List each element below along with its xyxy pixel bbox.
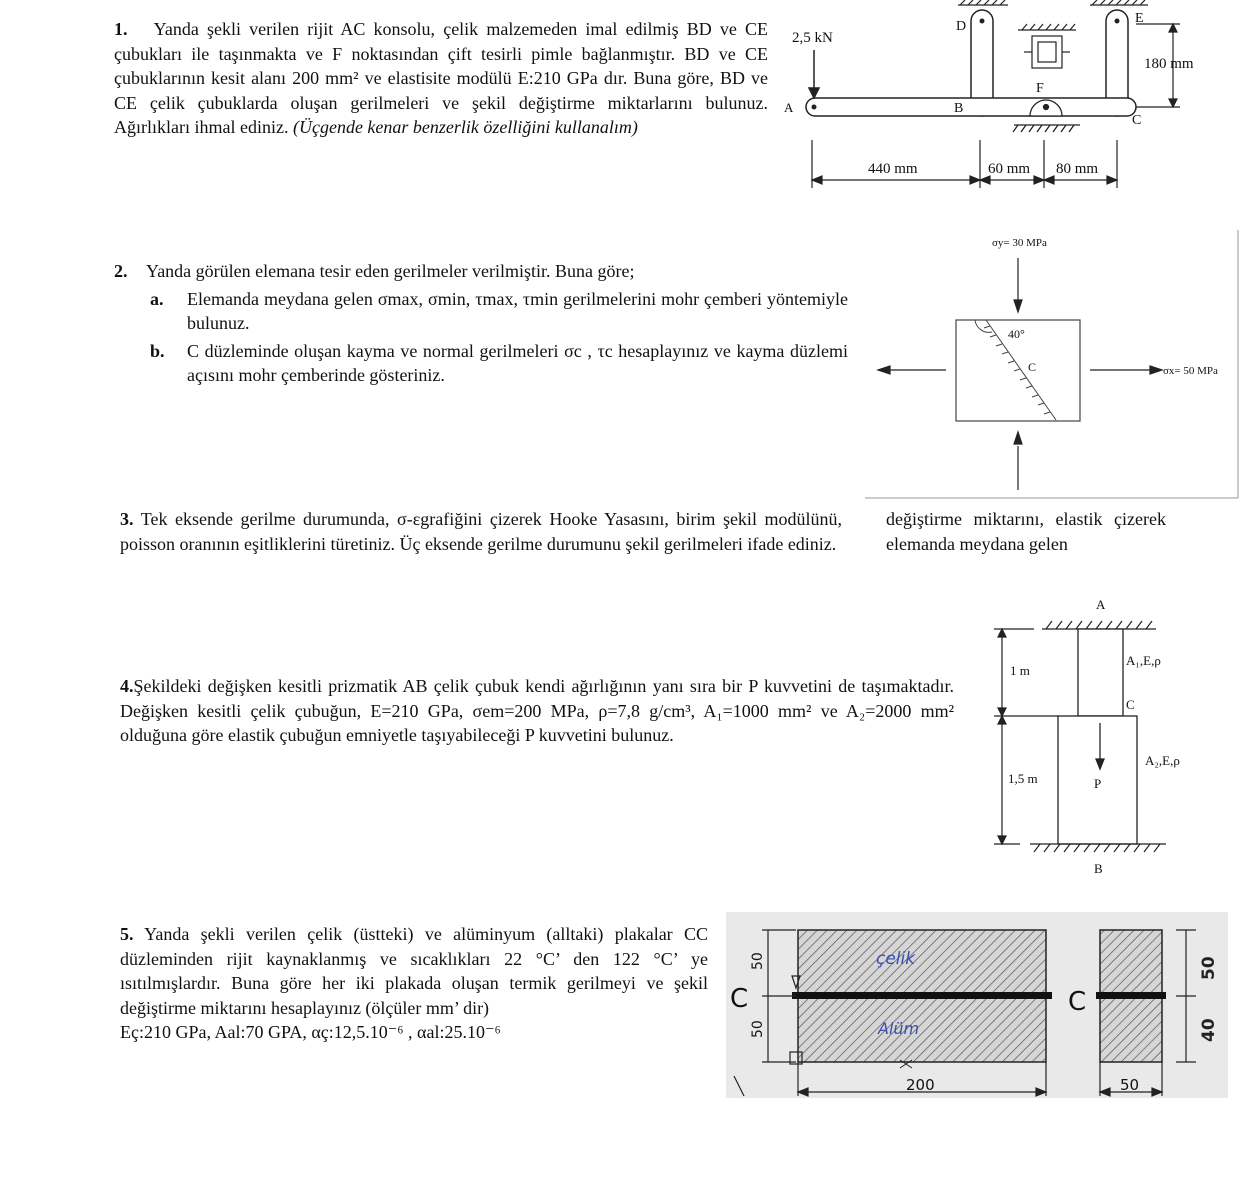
label-a: A bbox=[784, 100, 794, 115]
label-f: F bbox=[1036, 81, 1044, 96]
q1-statement: Yanda şekli verilen rijit AC konsolu, çelik malzemeden imal edilmiş BD ve CE çubukları ile taşınmakta ve F noktasından çift tesirli pimle bağlanmıştır. BD ve CE çubuklarının kesit alanı 200 mm² ve elastisite modülü E:210 GPa dır. Buna göre, BD ve CE çelik çubuklarda oluşan gerilmeleri ve şekil değiştirme miktarlarını bulunuz. Ağırlıkları ihmal ediniz. bbox=[114, 19, 769, 137]
bar-label-b: B bbox=[1094, 861, 1103, 876]
q5-number: 5. bbox=[120, 924, 134, 944]
q5-statement: Yanda şekli verilen çelik (üstteki) ve alüminyum (alltaki) plakalar CC düzleminden rijit kaynaklanmış ve sıcaklıkları 22 °C’ den 122 °C’ ye ısıtılmışlardır. Buna göre her iki plakada oluşan termik gerilmeyi ve şekil değiştirme miktarını hesaplayınız (ölçüler mm’ dir) bbox=[120, 924, 708, 1018]
top-height-label: 50 bbox=[750, 952, 766, 970]
hw-50-top: 50 bbox=[1199, 956, 1219, 980]
label-c: C bbox=[1132, 113, 1142, 128]
double-acting-pin-symbol bbox=[1018, 24, 1076, 68]
p-label: P bbox=[1094, 776, 1102, 791]
section-1-label: A₁,E,ρ bbox=[1126, 653, 1161, 668]
ceiling-support-e bbox=[1090, 0, 1148, 5]
q5-text-block bbox=[120, 922, 708, 1045]
q3-right bbox=[886, 507, 1166, 556]
q2-intro: Yanda görülen elemana tesir eden gerilmeler verilmiştir. Buna göre; bbox=[146, 261, 635, 281]
q2-number: 2. bbox=[114, 261, 128, 281]
q2-b-text: C düzleminde oluşan kayma ve normal gerilmeleri σc , τc hesaplayınız ve kayma düzlemi açısını mohr çemberinde gösteriniz. bbox=[187, 340, 848, 385]
steel-plate-side bbox=[1100, 930, 1162, 994]
length-2-label: 1,5 m bbox=[1008, 771, 1038, 786]
q1-figure bbox=[780, 0, 1240, 200]
q2-b-label: b. bbox=[150, 340, 165, 361]
load-arrow bbox=[809, 50, 819, 98]
bar-label-a: A bbox=[1096, 597, 1106, 612]
q1-number: 1. bbox=[114, 19, 128, 39]
q4-figure bbox=[990, 595, 1220, 880]
plane-c-left-label: C bbox=[730, 984, 749, 1014]
hw-50-bottom: 40 bbox=[1199, 1018, 1219, 1042]
q4-number: 4. bbox=[120, 676, 134, 696]
aluminum-handwriting: Alüm bbox=[878, 1019, 920, 1038]
q2-item-a bbox=[114, 287, 848, 336]
length-1-label: 1 m bbox=[1010, 663, 1030, 678]
q3-text-left: Tek eksende gerilme durumunda, σ-εgrafiğini çizerek Hooke Yasasını, birim şekil modülünü, poisson oranının eşitliklerini türetiniz. Üç eksende gerilme durumunu şekil gerilmeleri ifade ediniz. bbox=[120, 509, 842, 554]
dim-80-label: 80 mm bbox=[1056, 161, 1099, 177]
beam-ac bbox=[806, 98, 1136, 116]
label-b: B bbox=[954, 101, 964, 116]
q2-text-block bbox=[114, 259, 848, 388]
ceiling-support-d bbox=[958, 0, 1008, 5]
q4-text-block bbox=[120, 674, 954, 748]
q5-figure bbox=[726, 912, 1228, 1098]
q1-text-block bbox=[114, 17, 768, 140]
q2-a-text: Elemanda meydana gelen σmax, σmin, τmax, τmin gerilmelerini mohr çemberi yöntemiyle bulunuz. bbox=[187, 288, 848, 333]
label-e: E bbox=[1135, 11, 1144, 26]
fixed-support-bottom bbox=[1030, 844, 1166, 852]
label-d: D bbox=[956, 19, 967, 34]
steel-plate-front bbox=[798, 930, 1046, 994]
q5-properties: Eç:210 GPa, Aal:70 GPA, αç:12,5.10⁻⁶ , αal:25.10⁻⁶ bbox=[120, 1022, 501, 1042]
q2-figure bbox=[860, 228, 1240, 503]
angle-label: 40° bbox=[1008, 327, 1025, 341]
aluminum-plate-side bbox=[1100, 998, 1162, 1062]
dim-60-label: 60 mm bbox=[988, 161, 1031, 177]
q3-text-right: değiştirme miktarını, elastik çizerek elemanda meydana gelen bbox=[886, 509, 1166, 554]
thickness-label: 50 bbox=[1120, 1076, 1140, 1094]
weld-line-front bbox=[792, 992, 1052, 999]
width-label: 200 bbox=[906, 1076, 935, 1094]
load-label: 2,5 kN bbox=[792, 30, 833, 46]
fixed-support-top bbox=[1042, 621, 1156, 629]
plane-c-right-label: C bbox=[1068, 987, 1087, 1017]
sigma-y-label: σy= 30 MPa bbox=[992, 237, 1047, 249]
steel-handwriting: çelik bbox=[876, 949, 916, 969]
q3-number: 3. bbox=[120, 509, 134, 529]
q3-left bbox=[120, 507, 842, 556]
section-2-label: A₂,E,ρ bbox=[1145, 753, 1180, 768]
bar-label-c: C bbox=[1126, 697, 1135, 712]
length-dimensions bbox=[994, 629, 1058, 844]
bar-segment-1 bbox=[1078, 629, 1123, 716]
weld-line-side bbox=[1096, 992, 1166, 999]
dim-440-label: 440 mm bbox=[868, 161, 918, 177]
q2-intro-line bbox=[114, 259, 848, 284]
q2-item-b bbox=[114, 339, 848, 388]
aluminum-plate-front bbox=[798, 998, 1046, 1062]
q2-a-label: a. bbox=[150, 288, 164, 309]
dim-180-label: 180 mm bbox=[1144, 56, 1194, 72]
sigma-x-label: σx= 50 MPa bbox=[1163, 365, 1218, 377]
bottom-height-label: 50 bbox=[750, 1020, 766, 1038]
plane-c-label: C bbox=[1028, 360, 1037, 374]
q1-note: (Üçgende kenar benzerlik özelliğini kullanalım) bbox=[292, 117, 638, 137]
q4-statement: Şekildeki değişken kesitli prizmatik AB çelik çubuk kendi ağırlığının yanı sıra bir P kuvvetini de taşımaktadır. Değişken kesitli çelik çubuğun, E=210 GPa, σem=200 MPa, ρ=7,8 g/cm³, A₁=1000 mm² ve A₂=2000 mm² olduğuna göre elastik çubuğun emniyetle taşıyabileceği P kuvvetini bulunuz. bbox=[120, 676, 954, 745]
